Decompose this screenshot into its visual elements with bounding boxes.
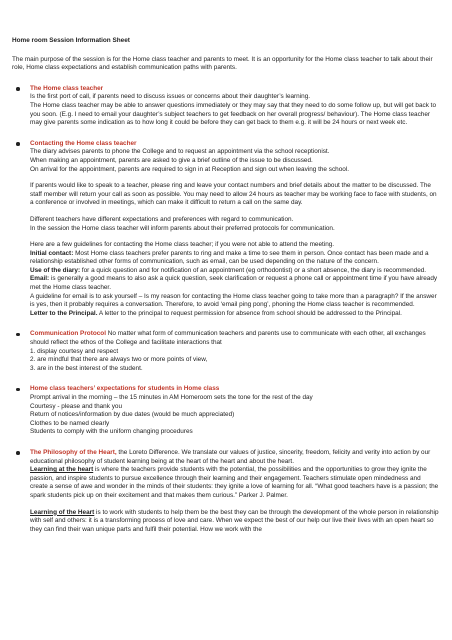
philosophy-text: the Loreto Difference. We translate our values of justice, sincerity, freedom, felicity and verity into action by our educational philosophy of student learning being at the heart of the heart and about the heart. [30, 448, 431, 465]
learning-at-heart-label: Learning at the heart [30, 466, 94, 474]
section-heading: Contacting the Home class teacher [30, 139, 137, 147]
intro-paragraph: The main purpose of the session is for the Home class teacher and parents to meet. It is an opportunity for the Home class teacher to talk about their role, Home class expectations and establish communication paths with parents. [12, 55, 433, 72]
expectation-item: Students to comply with the uniform changing procedures [30, 428, 193, 436]
expectation-item: Return of notices/information by due dates (would be much appreciated) [30, 411, 235, 419]
bullet-icon [16, 333, 20, 337]
document-page [12, 37, 440, 546]
bullet-icon [16, 451, 20, 455]
section-text: The diary advises parents to phone the College and to request an appointment via the school receptionist. [30, 148, 330, 156]
expectation-item: Prompt arrival in the morning – the 15 minutes in AM Homeroom sets the tone for the rest of the day [30, 394, 313, 401]
section-home-class-teacher [12, 85, 440, 128]
bullet-icon [16, 87, 20, 91]
protocol-item: 1. display courtesy and respect [30, 347, 119, 355]
diary-label: Use of the diary: [30, 266, 81, 274]
email-text: is generally a good means to also ask a quick question, seek clarification or request a phone call or appointment time if you have already met the Home class teacher. [30, 275, 438, 292]
diary-paragraph [30, 267, 440, 276]
learning-of-heart-text: is to work with students to help them be the best they can be through the development of the whole person in relationship with self and others: it is a transforming process of love and care. When we expect the best of our help our live their lives with an open heart so they can find their wan unique parts and fulfil their potential. How we work with the [30, 508, 439, 533]
bullet-icon [16, 388, 20, 392]
section-text: Is the first port of call, if parents need to discuss issues or concerns about their daughter’s learning. [30, 93, 311, 101]
initial-contact-label: Initial contact: [30, 249, 74, 257]
section-communication-protocol [12, 330, 440, 373]
initial-contact-text: Most Home class teachers prefer parents to ring and make a time to see them in person. Once contact has been made and a relationship established other forms of communication, such as email, can be used depending on the nature of the concern. [30, 249, 429, 266]
learning-of-heart-paragraph [30, 509, 440, 535]
email-paragraph [30, 275, 440, 292]
section-heading: Communication Protocol [30, 330, 106, 338]
email-label: Email: [30, 275, 50, 283]
section-text: Different teachers have different expectations and preferences with regard to communication. [30, 215, 294, 223]
section-heading: The Home class teacher [30, 84, 104, 92]
section-text: When making an appointment, parents are asked to give a brief outline of the issue to be discussed. [30, 156, 313, 164]
philosophy-paragraph [30, 449, 440, 466]
letter-label: Letter to the Principal. [30, 309, 98, 317]
expectation-item: Clothes to be named clearly [30, 419, 110, 427]
learning-at-heart-text: is where the teachers provide students with the potential, the possibilities and the opportunities to grow they ignite the passion, and inspire students to pursue excellence through their learning and their engagement. Teachers stimulate open mindedness and create a sense of awe and wonder in the minds of their students: they ignite a love of learning for all. “What good teachers have is a passion; the spark students pick up on their excitement and that makes them curious.” Parker J. Palmer. [30, 466, 439, 499]
section-text: Here are a few guidelines for contacting the Home class teacher; if you were not able to attend the meeting. [30, 241, 335, 249]
letter-text: A letter to the principal to request permission for absence from school should be addressed to the Principal. [97, 309, 402, 317]
section-student-expectations [12, 385, 440, 437]
bullet-icon [16, 142, 20, 146]
email-guideline: A guideline for email is to ask yourself – Is my reason for contacting the Home class teacher going to take more than a paragraph? If the answer is yes, then it probably requires a conversation. Therefore, to avoid ‘email ping pong’, phoning the Home class teacher is recommended. [30, 292, 437, 309]
section-text: The Home class teacher may be able to answer questions immediately or they may say that they need to do some follow up, but will get back to you soon. (E.g. I need to email your daughter’s subject teachers to get feedback on her overall progress/ behaviour). The Home class teacher may give parents some indication as to how long it could be before they can get back to them e.g. it will be 24 hours or next week etc. [30, 101, 437, 127]
initial-contact-paragraph [30, 250, 440, 267]
diary-text: for a quick question and for notification of an appointment (eg orthodontist) or a short absence, the diary is recommended. [80, 266, 427, 274]
learning-of-heart-label: Learning of the Heart [30, 508, 95, 516]
protocol-item: 2. are mindful that there are always two or more points of view, [30, 356, 208, 364]
letter-paragraph [30, 310, 440, 319]
section-contacting-teacher [12, 140, 440, 319]
section-heading: Home class teachers’ expectations for students in Home class [30, 385, 220, 393]
expectation-item: Courtesy - please and thank you [30, 402, 123, 410]
section-text: In the session the Home class teacher will inform parents about their preferred protocols for communication. [30, 224, 335, 232]
section-text: On arrival for the appointment, parents are required to sign in at Reception and sign out when leaving the school. [30, 165, 350, 173]
section-philosophy-of-heart [12, 449, 440, 534]
document-title: Home room Session Information Sheet [12, 37, 130, 44]
protocol-paragraph [30, 330, 440, 347]
protocol-item: 3. are in the best interest of the student. [30, 364, 143, 372]
learning-at-heart-paragraph [30, 466, 440, 500]
section-heading: The Philosophy of the Heart, [30, 448, 117, 456]
protocol-lead: No matter what form of communication teachers and parents use to communicate with each other, all exchanges should reflect the ethos of the College and facilitate interactions that [30, 330, 426, 347]
section-text: If parents would like to speak to a teacher, please ring and leave your contact numbers and brief details about the matter to be discussed. The staff member will return your call as soon as possible. You may need to allow 24 hours as teacher may be working face to face with students, on a conference or involved in meetings, which can make it difficult to return a call on the same day. [30, 182, 437, 207]
